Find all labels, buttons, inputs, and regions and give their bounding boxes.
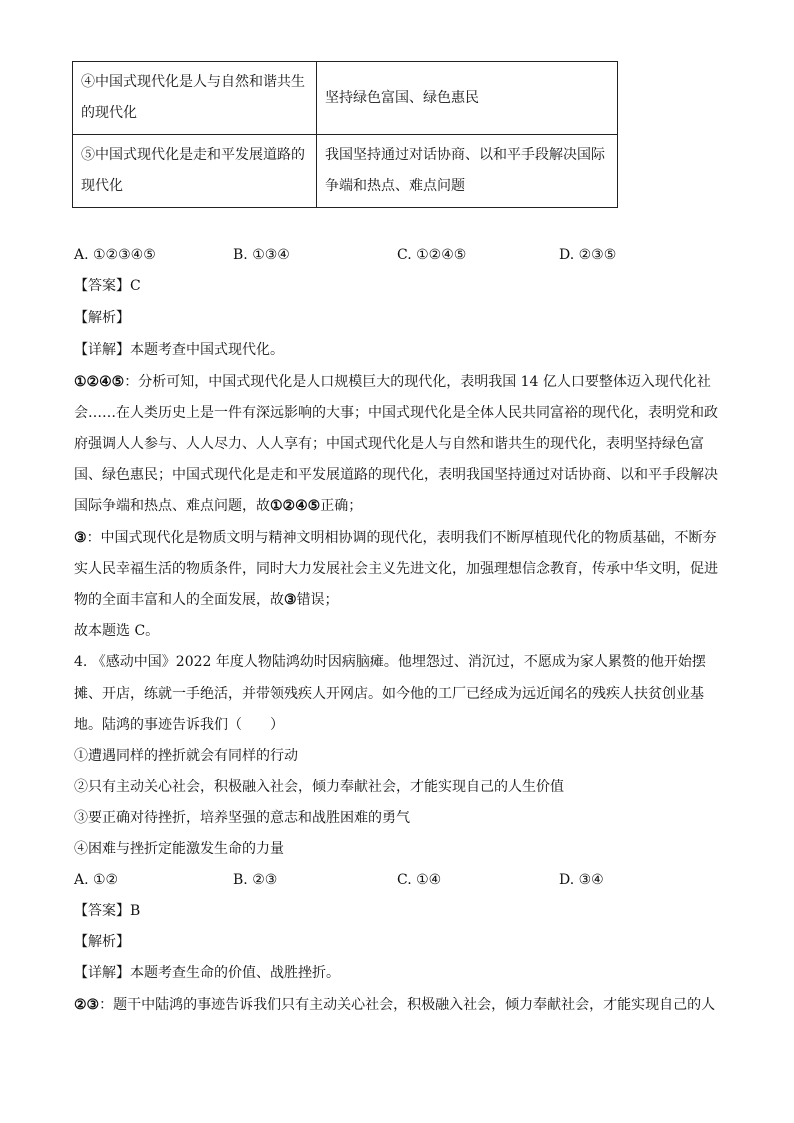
- answer-label: 【答案】B: [74, 903, 141, 919]
- option-b: B. ②③: [233, 872, 278, 888]
- paragraph-line: 会……在人类历史上是一件有深远影响的大事；中国式现代化是全体人民共同富裕的现代化，表明党和政: [74, 405, 718, 421]
- cell-line: 争端和热点、难点问题: [325, 178, 465, 194]
- question-stem: 地。陆鸿的事迹告诉我们（ ）: [74, 717, 284, 733]
- cell-line: ④中国式现代化是人与自然和谐共生: [81, 74, 305, 90]
- paragraph-line: 实人民幸福生活的物质条件，同时大力发展社会主义先进文化，加强理想信念教育，传承中华文明，促进: [74, 561, 718, 577]
- text-span: ：中国式现代化是物质文明与精神文明相协调的现代化，表明我们不断厚植现代化的物质基础，不断夯: [86, 530, 717, 546]
- cell-line: 现代化: [81, 178, 123, 194]
- paragraph-line: [74, 496, 362, 516]
- table-cell: [73, 62, 317, 135]
- conclusion-line: 故本题选 C。: [74, 623, 160, 639]
- option-b: B. ①③④: [233, 247, 290, 263]
- analysis-label: 【解析】: [74, 310, 130, 326]
- paragraph-line: 国、绿色惠民；中国式现代化是走和平发展道路的现代化，表明我国坚持通过对话协商、以和平手段解决: [74, 467, 718, 483]
- cell-line: 的现代化: [81, 105, 137, 121]
- table-cell: [73, 135, 317, 208]
- paragraph-line: [74, 372, 711, 392]
- cell-line: 坚持绿色富国、绿色惠民: [325, 89, 479, 106]
- table-row: [73, 135, 618, 208]
- bold-mark: ③: [284, 592, 297, 608]
- bold-mark: ③: [74, 530, 87, 546]
- paragraph-line: 府强调人人参与、人人尽力、人人享有；中国式现代化是人与自然和谐共生的现代化，表明坚持绿色富: [74, 436, 704, 452]
- statement-item: ④困难与挫折定能激发生命的力量: [74, 841, 284, 857]
- text-span: ：分析可知，中国式现代化是人口规模巨大的现代化，表明我国 14 亿人口要整体迈入现代化社: [124, 374, 711, 390]
- statement-item: ①遭遇同样的挫折就会有同样的行动: [74, 748, 298, 764]
- paragraph-line: [74, 590, 339, 610]
- table-cell: [317, 135, 618, 208]
- table-row: [73, 62, 618, 135]
- paragraph-line: [74, 995, 715, 1015]
- statement-item: ②只有主动关心社会，积极融入社会，倾力奉献社会，才能实现自己的人生价值: [74, 779, 564, 795]
- statement-item: ③要正确对待挫折，培养坚强的意志和战胜困难的勇气: [74, 810, 410, 826]
- question-stem: 4. 《感动中国》2022 年度人物陆鸿幼时因病脑瘫。他埋怨过、消沉过，不愿成为家人累赘的他开始摆: [74, 654, 706, 670]
- option-d: D. ②③⑤: [559, 247, 617, 263]
- paragraph-line: [74, 528, 717, 548]
- comparison-table: [72, 61, 618, 208]
- detail-line: 【详解】本题考查中国式现代化。: [74, 342, 284, 358]
- option-d: D. ③④: [559, 872, 604, 888]
- question-stem: 摊、开店，练就一手绝活，并带领残疾人开网店。如今他的工厂已经成为远近闻名的残疾人扶贫创业基: [74, 686, 704, 702]
- answer-label: 【答案】C: [74, 278, 141, 294]
- text-span: 错误；: [296, 592, 339, 608]
- table-cell: [317, 62, 618, 135]
- bold-mark: ①②④⑤: [270, 498, 321, 514]
- option-a: A. ①②③④⑤: [74, 247, 156, 263]
- detail-line: 【详解】本题考查生命的价值、战胜挫折。: [74, 965, 340, 981]
- cell-line: 我国坚持通过对话协商、以和平手段解决国际: [325, 147, 605, 163]
- text-span: 国际争端和热点、难点问题，故: [74, 498, 270, 514]
- bold-mark: ②③: [74, 997, 100, 1013]
- text-span: 正确；: [320, 498, 363, 514]
- option-a: A. ①②: [74, 872, 119, 888]
- option-c: C. ①④: [397, 872, 442, 888]
- analysis-label: 【解析】: [74, 934, 130, 950]
- text-span: ：题干中陆鸿的事迹告诉我们只有主动关心社会，积极融入社会，倾力奉献社会，才能实现自己的人: [99, 997, 716, 1013]
- text-span: 物的全面丰富和人的全面发展，故: [74, 592, 284, 608]
- cell-line: ⑤中国式现代化是走和平发展道路的: [81, 147, 305, 163]
- bold-mark: ①②④⑤: [74, 374, 125, 390]
- option-c: C. ①②④⑤: [397, 247, 467, 263]
